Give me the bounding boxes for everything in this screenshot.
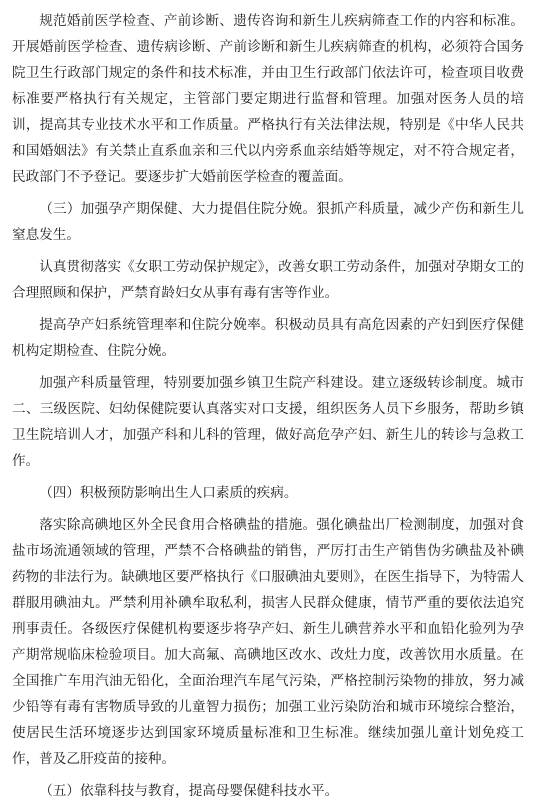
paragraph-premarital-standards: 规范婚前医学检查、产前诊断、遗传咨询和新生儿疾病筛查工作的内容和标准。开展婚前医学检查、遗传病诊断、产前诊断和新生儿疾病筛查的机构，必须符合国务院卫生行政部门规定的条件和技术标准，并由卫生行政部门依法许可，检查项目收费标准要严格执行有关规定，主管部门要定期进行监督和管理。加强对医务人员的培训，提高其专业技术水平和工作质量。严格执行有关法律法规，特别是《中华人民共和国婚姻法》有关禁止直系血亲和三代以内旁系血亲结婚等规定，对不符合规定者，民政部门不予登记。要逐步扩大婚前医学检查的覆盖面。 (12, 13, 524, 185)
section-heading-4: （四）积极预防影响出生人口素质的疾病。 (39, 485, 298, 501)
paragraph-labor-protection: 认真贯彻落实《女职工劳动保护规定》，改善女职工劳动条件，加强对孕期女工的合理照顾和保护，严禁育龄妇女从事有毒有害等作业。 (12, 259, 524, 301)
section-heading-5: （五）依靠科技与教育，提高母婴保健科技水平。 (39, 783, 339, 799)
paragraph-obstetric-quality: 加强产科质量管理，特别要加强乡镇卫生院产科建设。建立逐级转诊制度。城市二、三级医院、妇幼保健院要认真落实对口支援，组织医务人员下乡服务，帮助乡镇卫生院培训人才，加强产科和儿科的管理，做好高危孕产妇、新生儿的转诊与急救工作。 (12, 375, 524, 469)
section-heading-3: （三）加强孕产期保健、大力提倡住院分娩。狠抓产科质量，减少产伤和新生儿窒息发生。 (12, 201, 524, 243)
paragraph-iodized-salt: 落实除高碘地区外全民食用合格碘盐的措施。强化碘盐出厂检测制度，加强对食盐市场流通领域的管理，严禁不合格碘盐的销售，严厉打击生产销售伪劣碘盐及补碘药物的非法行为。缺碘地区要严格执行《口服碘油丸要则》，在医生指导下，为特需人群服用碘油丸。严禁利用补碘牟取私利，损害人民群众健康，情节严重的要依法追究刑事责任。各级医疗保健机构要逐步将孕产妇、新生儿碘营养水平和血铅化验列为孕产期常规临床检验项目。加大高氟、高碘地区改水、改灶力度，改善饮用水质量。在全国推广车用汽油无铅化，全面治理汽车尾气污染，严格控制污染物的排放，努力减少铅等有毒有害物质导致的儿童智力损伤；加强工业污染防治和城市环境综合整治，使居民生活环境逐步达到国家环境质量标准和卫生标准。继续加强儿童计划免疫工作，普及乙肝疫苗的接种。 (12, 517, 524, 767)
paragraph-hospital-delivery: 提高孕产妇系统管理率和住院分娩率。积极动员具有高危因素的产妇到医疗保健机构定期检查、住院分娩。 (12, 317, 524, 359)
